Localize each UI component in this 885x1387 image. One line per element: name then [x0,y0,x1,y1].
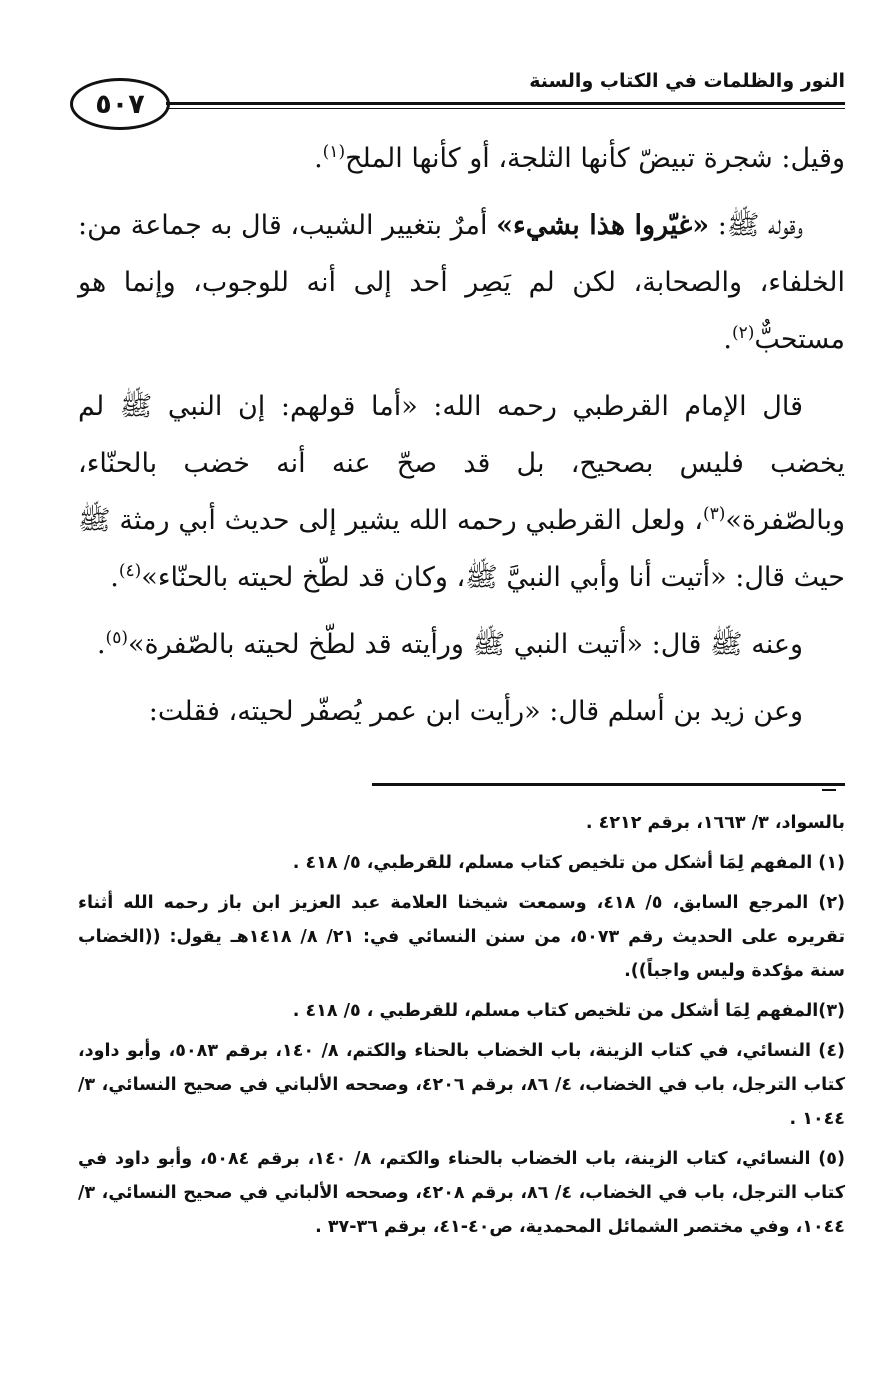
footnote: (٥) النسائي، كتاب الزينة، باب الخضاب بالحناء والكتم، ٨/ ١٤٠، برقم ٥٠٨٤، وأبو داود في كتاب الترجل، باب في الخضاب، ٤/ ٨٦، برقم ٤٢٠٨، وصححه الألباني في صحيح النسائي، ٣/ ١٠٤٤، وفي مختصر الشمائل المحمدية، ص٤٠-٤١، برقم ٣٦-٣٧ . [78,1149,845,1237]
main-text [78,130,845,750]
page-header [70,64,845,134]
footnote-reference: (٥) [105,628,128,648]
paragraph [78,197,845,368]
continuation-mark [822,783,836,795]
paragraph [78,130,845,187]
footnote-reference: (٤) [118,561,142,581]
paragraph [78,378,845,606]
text-run: . [314,143,323,174]
text-run: . [96,629,106,660]
page-number: ٥٠٧ [70,78,170,130]
text-run: وقيل: شجرة تبيضّ كأنها الثلجة، أو كأنها الملح [345,143,845,174]
text-run: ، ولعل القرطبي رحمه الله يشير إلى حديث أبي رمثة ﷺ حيث قال: «أتيت أنا وأبي النبيَّ ﷺ، وكان قد لطّخ لحيته بالحنّاء» [78,505,845,593]
footnote-reference: (٢) [731,323,755,343]
paragraph [78,616,845,673]
header-rule [166,102,845,105]
text-run: . [110,562,119,593]
footnote: (٣)المفهم لِمَا أشكل من تلخيص كتاب مسلم، للقرطبي ، ٥/ ٤١٨ . [292,1001,845,1021]
footnote-reference: (٣) [702,504,726,524]
footnote-separator [372,783,845,786]
footnote-reference: (١) [322,142,346,162]
text-run: أمرٌ بتغيير الشيب، قال به جماعة من: الخلفاء، والصحابة، لكن لم يَصِر أحد إلى أنه للوجوب، وإنما هو مستحبٌّ [78,210,845,355]
footnote: (٤) النسائي، في كتاب الزينة، باب الخضاب بالحناء والكتم، ٨/ ١٤٠، برقم ٥٠٨٣، وأبو داود، كتاب الترجل، باب في الخضاب، ٤/ ٨٦، برقم ٤٢٠٦، وصححه الألباني في صحيح النسائي، ٣/ ١٠٤٤ . [78,1041,845,1129]
text-run: وعنه ﷺ قال: «أتيت النبي ﷺ ورأيته قد لطّخ لحيته بالصّفرة» [127,629,803,660]
running-title: النور والظلمات في الكتاب والسنة [529,70,845,92]
header-rule-thin [166,108,845,109]
text-run: . [723,324,732,355]
footnote-continuation: بالسواد، ٣/ ١٦٦٣، برقم ٤٢١٢ . [585,813,845,833]
footnote: (٢) المرجع السابق، ٥/ ٤١٨، وسمعت شيخنا العلامة عبد العزيز ابن باز رحمه الله أثناء تقريره على الحديث رقم ٥٠٧٣، من سنن النسائي في: ٢١/ ٨/ ١٤١٨هـ يقول: ((الخضاب سنة مؤكدة وليس واجباً)). [78,893,846,981]
footnotes [78,806,845,1250]
hadith-quote: «غيّروا هذا بشيء» [496,210,710,241]
text-run: وعن زيد بن أسلم قال: «رأيت ابن عمر يُصفّر لحيته، فقلت: [148,696,803,727]
paragraph [78,683,845,740]
text-run: وقوله ﷺ: [709,210,804,241]
footnote: (١) المفهم لِمَا أشكل من تلخيص كتاب مسلم، للقرطبي، ٥/ ٤١٨ . [292,853,845,873]
text-run: قال الإمام القرطبي رحمه الله: «أما قولهم: إن النبي ﷺ لم يخضب فليس بصحيح، بل قد صحّ عنه أنه خضب بالحنّاء، وبالصّفرة» [78,391,846,536]
